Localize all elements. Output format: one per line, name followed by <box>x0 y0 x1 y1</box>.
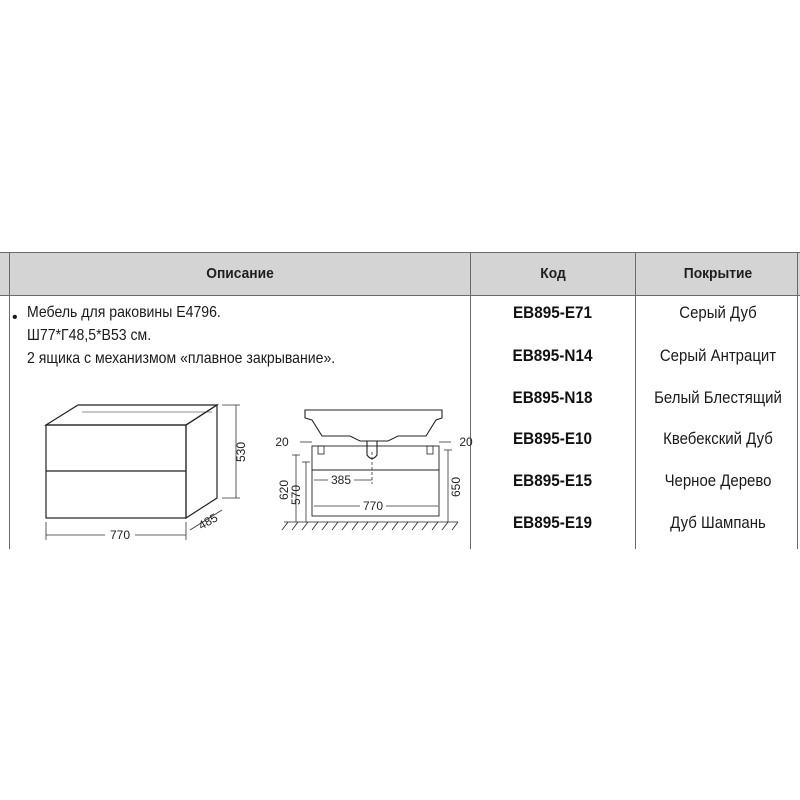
product-code-5: EB895-E15 <box>512 471 593 490</box>
cabinet-height-label: 530 <box>234 441 248 463</box>
description-line-1: Мебель для раковины E4796. <box>27 304 221 321</box>
finish-3: Белый Блестящий <box>654 388 782 407</box>
finish-6: Дуб Шампань <box>670 513 766 532</box>
product-code-4: EB895-E10 <box>512 429 593 448</box>
cabinet-depth-label: 485 <box>195 510 221 533</box>
header-description: Описание <box>206 265 274 282</box>
elevation-drawer-top <box>312 446 439 470</box>
siphon <box>367 441 377 459</box>
finish-1: Серый Дуб <box>679 303 757 322</box>
half-width-label: 385 <box>330 473 352 487</box>
finish-2: Серый Антрацит <box>659 346 777 365</box>
height-650-label: 650 <box>449 476 463 498</box>
header-code: Код <box>540 265 566 282</box>
description-line-3: 2 ящика с механизмом «плавное закрывание». <box>27 350 336 367</box>
header-finish: Покрытие <box>683 265 753 282</box>
bullet: • <box>12 309 18 326</box>
description-line-2: Ш77*Г48,5*В53 см. <box>27 327 152 344</box>
finish-4: Квебекский Дуб <box>663 429 773 448</box>
cabinet-width-label: 770 <box>109 528 131 542</box>
finish-5: Черное Дерево <box>664 471 772 490</box>
product-code-6: EB895-E19 <box>512 513 593 532</box>
product-code-3: EB895-N18 <box>512 388 593 407</box>
right-offset-label: 20 <box>459 435 473 449</box>
product-code-2: EB895-N14 <box>512 346 593 365</box>
product-code-1: EB895-E71 <box>512 303 593 322</box>
height-620-label: 620 <box>277 479 291 501</box>
cabinet-side <box>186 405 217 518</box>
basin-outline <box>305 410 442 441</box>
total-width-label: 770 <box>362 499 384 513</box>
left-offset-label: 20 <box>275 435 289 449</box>
height-570-label: 570 <box>289 484 303 506</box>
cabinet-drawing <box>46 405 217 518</box>
floor-line <box>282 522 458 530</box>
